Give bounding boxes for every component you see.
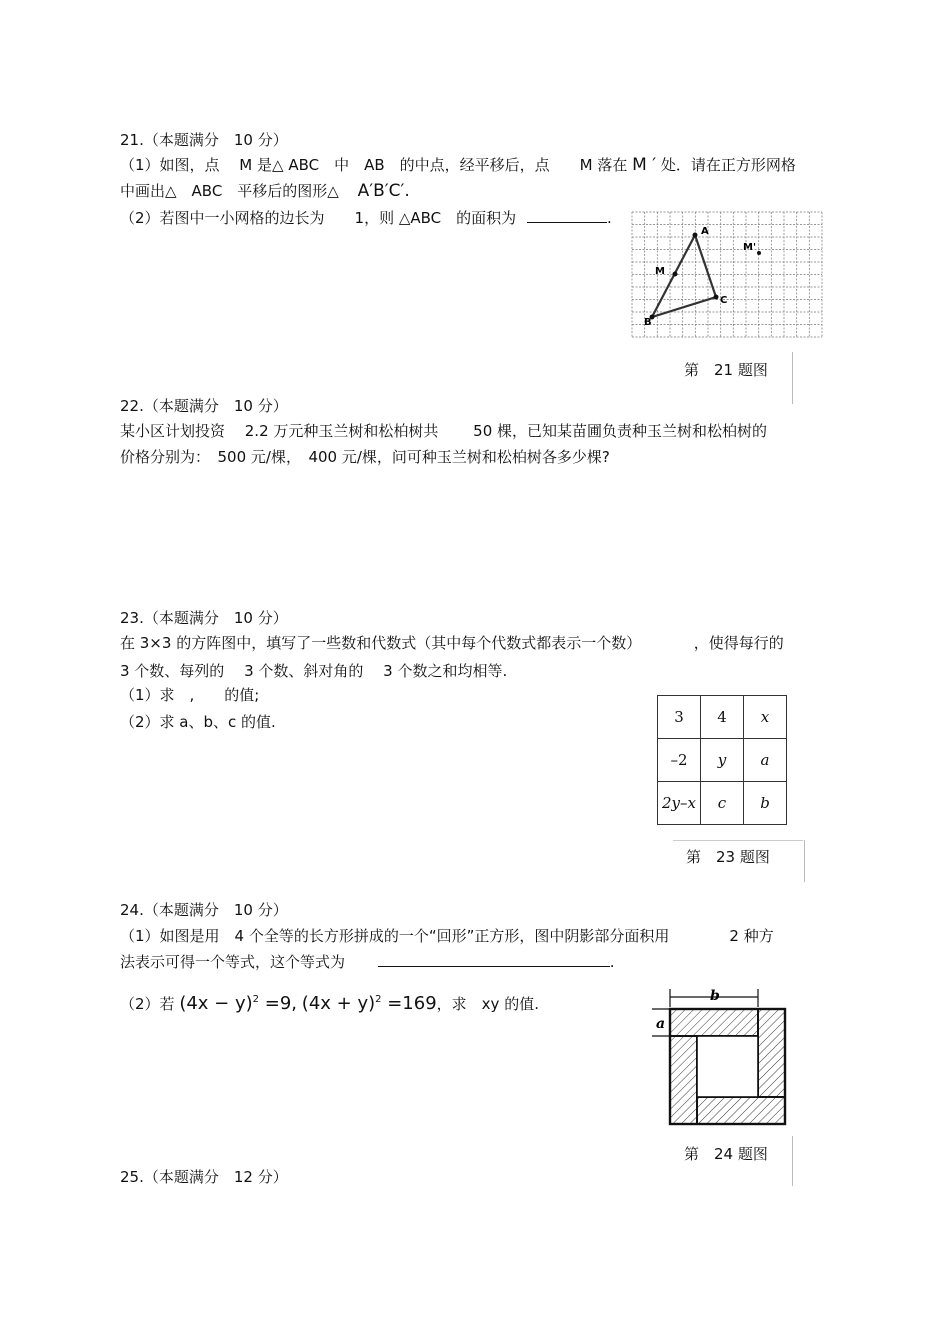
q23-caption-divider [804, 840, 805, 882]
q24-p1-end: . [609, 953, 615, 971]
q22-header: 22.（本题满分 10 分） [120, 397, 288, 415]
q21-point-m [673, 272, 678, 277]
q23-cell: b [744, 782, 787, 825]
q23-grid-row [658, 739, 787, 782]
q21-p2 [120, 208, 612, 228]
q21-point-c [714, 295, 719, 300]
q21-grid-figure [630, 210, 825, 342]
q23-p2: （2）求 a、b、c 的值. [120, 713, 276, 731]
q24-p2 [120, 992, 539, 1016]
q23-cell: –2 [658, 739, 701, 782]
q24-rect-top [670, 1009, 758, 1036]
q24-eq2-val: =169 [381, 993, 437, 1014]
q21-p1-line2-text: 中画出△ ABC 平移后的图形△ [120, 182, 339, 200]
q24-eq2: (4x + y) [301, 993, 376, 1014]
q21-p1-end: 处．请在正方形网格 [660, 156, 796, 174]
q21-p2-text: （2）若图中一小网格的边长为 1，则 △ABC 的面积为 [120, 209, 517, 227]
q21-label-b: B [644, 317, 652, 328]
q24-p1-line2 [120, 952, 615, 972]
q23-cell: c [701, 782, 744, 825]
q21-label-c: C [720, 295, 728, 306]
q24-eq1-val: =9, [259, 993, 298, 1014]
q24-p2-suffix: ，求 xy 的值. [436, 995, 539, 1013]
q21-label-a: A [701, 226, 709, 237]
q21-p1-text: （1）如图，点 M 是△ ABC 中 AB 的中点，经平移后，点 M 落在 [120, 156, 628, 174]
q24-inner-square [697, 1036, 758, 1097]
q24-rect-left [670, 1036, 697, 1124]
q23-line1: 在 3×3 的方阵图中，填写了一些数和代数式（其中每个代数式都表示一个数） ，使得每行的 [120, 634, 784, 652]
q24-p2-prefix: （2）若 [120, 995, 175, 1013]
q23-header: 23.（本题满分 10 分） [120, 609, 288, 627]
q23-cell: 4 [701, 696, 744, 739]
q23-p1: （1）求 , 的值; [120, 686, 260, 704]
q23-cell: 2y–x [658, 782, 701, 825]
q23-caption-divider-top [673, 840, 803, 841]
q25-header: 25.（本题满分 12 分） [120, 1168, 288, 1186]
q24-exp1: 2 [252, 994, 260, 1005]
q23-cell: y [701, 739, 744, 782]
q21-caption: 第 21 题图 [684, 361, 768, 379]
q23-cell: 3 [658, 696, 701, 739]
q23-magic-square [657, 695, 787, 825]
q24-exp2: 2 [375, 994, 382, 1005]
q21-p1-line2 [120, 181, 410, 201]
q23-grid-row [658, 696, 787, 739]
q24-p1-line1: （1）如图是用 4 个全等的长方形拼成的一个“回形”正方形，图中阴影部分面积用 2 种方 [120, 927, 774, 945]
q24-answer-blank [378, 966, 610, 967]
q21-caption-divider [792, 352, 793, 404]
q21-answer-blank [527, 222, 607, 223]
q21-m-prime: M ′ [632, 155, 657, 175]
q24-square-figure [650, 985, 806, 1130]
q24-caption: 第 24 题图 [684, 1145, 768, 1163]
q23-line2: 3 个数、每列的 3 个数、斜对角的 3 个数之和均相等. [120, 662, 508, 680]
q24-label-b: b [710, 988, 720, 1004]
q21-p2-end: . [606, 209, 612, 227]
q21-p1-line1 [120, 155, 796, 175]
q22-line1: 某小区计划投资 2.2 万元种玉兰树和松柏树共 50 棵，已知某苗圃负责种玉兰树和松柏树的 [120, 422, 768, 440]
q24-header: 24.（本题满分 10 分） [120, 901, 288, 919]
q21-label-m: M [655, 266, 665, 277]
q24-rect-right [758, 1009, 785, 1097]
q22-line2: 价格分别为： 500 元/棵， 400 元/棵，问可种玉兰树和松柏树各多少棵? [120, 448, 610, 466]
q23-grid-row [658, 782, 787, 825]
q23-caption: 第 23 题图 [686, 848, 770, 866]
q21-label-m-prime: M' [743, 242, 757, 253]
q24-label-a: a [656, 1016, 666, 1032]
q24-rect-bottom [697, 1097, 785, 1124]
q24-p1-line2-text: 法表示可得一个等式，这个等式为 [120, 953, 346, 971]
q24-eq1: (4x − y) [179, 993, 253, 1014]
q21-abc-prime: A′B′C′. [357, 181, 410, 201]
q21-point-a [693, 233, 698, 238]
q21-point-m-prime [757, 251, 761, 255]
q24-caption-divider [792, 1136, 793, 1186]
q23-cell: x [744, 696, 787, 739]
q23-cell: a [744, 739, 787, 782]
q21-header: 21.（本题满分 10 分） [120, 131, 288, 149]
